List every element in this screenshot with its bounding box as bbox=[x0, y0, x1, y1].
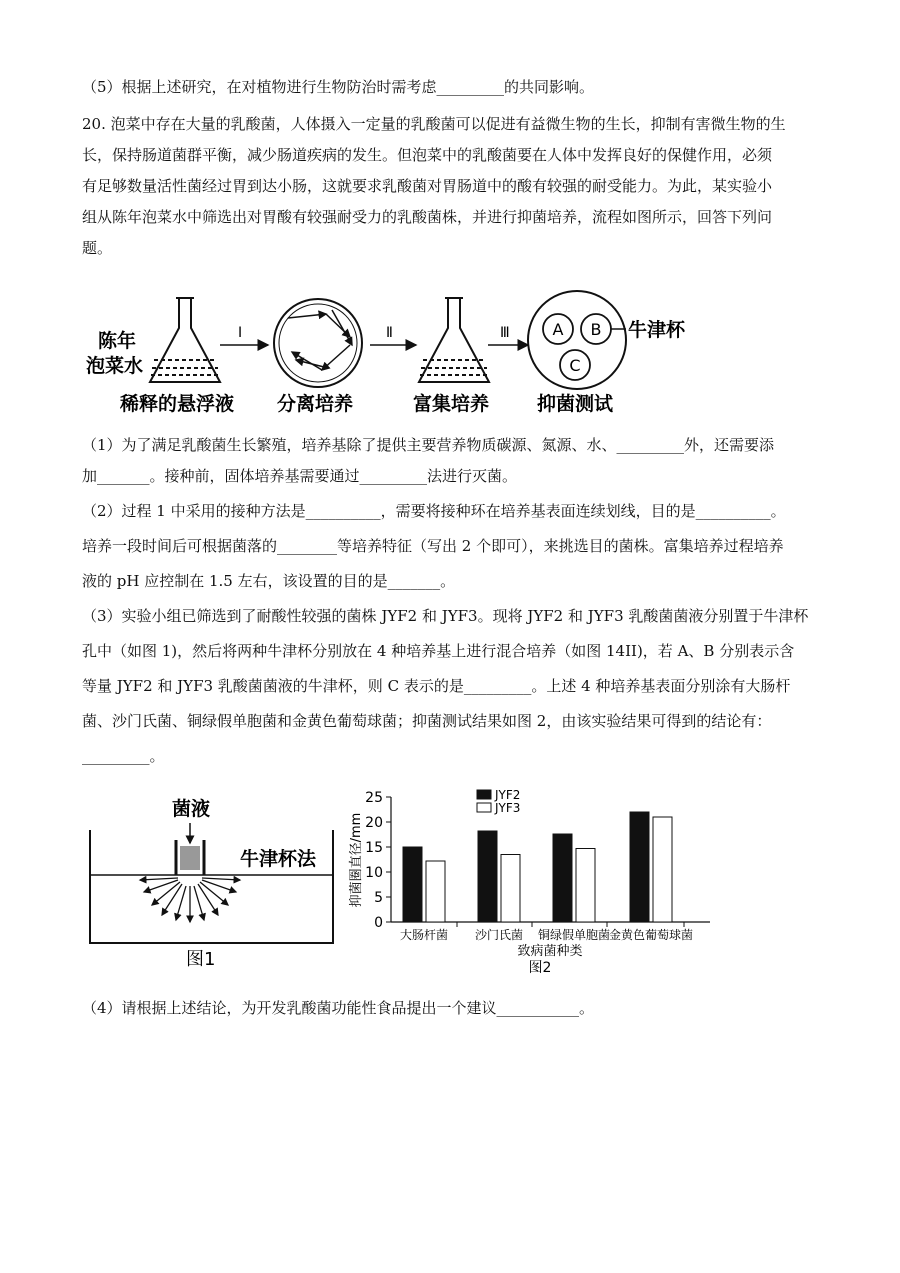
y-tick-label: 15 bbox=[365, 840, 383, 856]
y-tick-label: 0 bbox=[374, 915, 383, 931]
figure-2-caption: 图2 bbox=[528, 960, 552, 976]
flask-1-icon bbox=[150, 298, 220, 382]
x-tick-label-1: 沙门氏菌 bbox=[474, 928, 524, 942]
well-b-label: B bbox=[590, 320, 602, 339]
source-label-1: 陈年 bbox=[98, 330, 137, 352]
q3-line-5: _________。 bbox=[82, 747, 165, 765]
x-tick-label-3: 金黄色葡萄球菌 bbox=[608, 928, 694, 942]
bar-jyf3-3 bbox=[653, 817, 672, 922]
q2-line-1: （2）过程 1 中采用的接种方法是__________，需要将接种环在培养基表面连续划线，目的是__________。 bbox=[82, 502, 786, 520]
step-2-label: Ⅱ bbox=[386, 325, 393, 341]
cup-label: 牛津杯 bbox=[628, 319, 686, 341]
bar-jyf2-3 bbox=[630, 812, 649, 922]
q2-line-2: 培养一段时间后可根据菌落的________等培养特征（写出 2 个即可），来挑选目的菌株。富集培养过程培养 bbox=[82, 537, 784, 555]
source-label-2: 泡菜水 bbox=[86, 355, 144, 377]
legend-swatch-jyf2 bbox=[477, 790, 491, 799]
q20-intro-line-5: 题。 bbox=[82, 239, 113, 257]
legend-label-jyf3: JYF3 bbox=[495, 801, 521, 815]
bar-jyf2-1 bbox=[478, 831, 497, 922]
figure-1-method-label: 牛津杯法 bbox=[240, 848, 317, 870]
q19-5-line: （5）根据上述研究，在对植物进行生物防治时需考虑_________的共同影响。 bbox=[82, 78, 595, 96]
figure-1-caption: 图1 bbox=[186, 949, 216, 970]
q1-line-2: 加_______。接种前，固体培养基需要通过_________法进行灭菌。 bbox=[82, 467, 518, 485]
q3-line-2: 孔中（如图 1)，然后将两种牛津杯分别放在 4 种培养基上进行混合培养（如图 14II)，若 A、B 分别表示含 bbox=[82, 642, 795, 660]
bar-jyf3-1 bbox=[501, 855, 520, 923]
q3-line-3: 等量 JYF2 和 JYF3 乳酸菌菌液的牛津杯，则 C 表示的是_________。上述 4 种培养基表面分别涂有大肠杆 bbox=[82, 677, 791, 695]
x-axis-label: 致病菌种类 bbox=[517, 944, 583, 959]
figure-2-bar-chart bbox=[348, 788, 710, 976]
x-tick-label-0: 大肠杆菌 bbox=[399, 928, 449, 942]
q3-line-4: 菌、沙门氏菌、铜绿假单胞菌和金黄色葡萄球菌；抑菌测试结果如图 2，由该实验结果可得到的结论有： bbox=[82, 712, 772, 730]
figure-1-liquid-label: 菌液 bbox=[172, 798, 211, 820]
step-1-label: Ⅰ bbox=[238, 325, 243, 341]
step-3-label: Ⅲ bbox=[500, 325, 510, 341]
well-c-label: C bbox=[569, 356, 581, 375]
q20-intro-line-1: 20. 泡菜中存在大量的乳酸菌，人体摄入一定量的乳酸菌可以促进有益微生物的生长，抑制有害微生物的生 bbox=[82, 115, 786, 133]
bar-jyf3-0 bbox=[426, 861, 445, 922]
q4-line: （4）请根据上述结论，为开发乳酸菌功能性食品提出一个建议___________。 bbox=[82, 999, 595, 1017]
figure-1-diagram bbox=[90, 823, 333, 943]
petri-dish-streak-icon bbox=[274, 299, 362, 387]
bar-jyf3-2 bbox=[576, 849, 595, 923]
q2-line-3: 液的 pH 应控制在 1.5 左右，该设置的目的是_______。 bbox=[82, 572, 456, 590]
q3-line-1: （3）实验小组已筛选到了耐酸性较强的菌株 JYF2 和 JYF3。现将 JYF2 和 JYF3 乳酸菌菌液分别置于牛津杯 bbox=[82, 607, 809, 625]
q20-intro-line-4: 组从陈年泡菜水中筛选出对胃酸有较强耐受力的乳酸菌株，并进行抑菌培养，流程如图所示，回答下列问 bbox=[82, 208, 773, 226]
legend-label-jyf2: JYF2 bbox=[495, 788, 521, 802]
x-tick-label-2: 铜绿假单胞菌 bbox=[537, 928, 611, 942]
q20-intro-line-3: 有足够数量活性菌经过胃到达小肠，这就要求乳酸菌对胃肠道中的酸有较强的耐受能力。为此，某实验小 bbox=[82, 177, 773, 195]
stage-2-label: 分离培养 bbox=[277, 393, 354, 415]
stage-3-label: 富集培养 bbox=[413, 393, 490, 415]
stage-1-label: 稀释的悬浮液 bbox=[120, 393, 235, 415]
stage-4-label: 抑菌测试 bbox=[537, 393, 614, 415]
flask-2-icon bbox=[419, 298, 489, 382]
q20-intro-line-2: 长，保持肠道菌群平衡，减少肠道疾病的发生。但泡菜中的乳酸菌要在人体中发挥良好的保健作用，必须 bbox=[82, 146, 773, 164]
y-axis-label: 抑菌圈直径/mm bbox=[349, 812, 364, 908]
well-a-label: A bbox=[552, 320, 564, 339]
legend-swatch-jyf3 bbox=[477, 803, 491, 812]
y-tick-label: 10 bbox=[365, 865, 383, 881]
y-tick-label: 5 bbox=[374, 890, 383, 906]
y-tick-label: 25 bbox=[365, 790, 383, 806]
y-tick-label: 20 bbox=[365, 815, 383, 831]
q1-line-1: （1）为了满足乳酸菌生长繁殖，培养基除了提供主要营养物质碳源、氮源、水、_________外，还需要添 bbox=[82, 436, 775, 454]
bar-jyf2-2 bbox=[553, 834, 572, 922]
bar-jyf2-0 bbox=[403, 847, 422, 922]
